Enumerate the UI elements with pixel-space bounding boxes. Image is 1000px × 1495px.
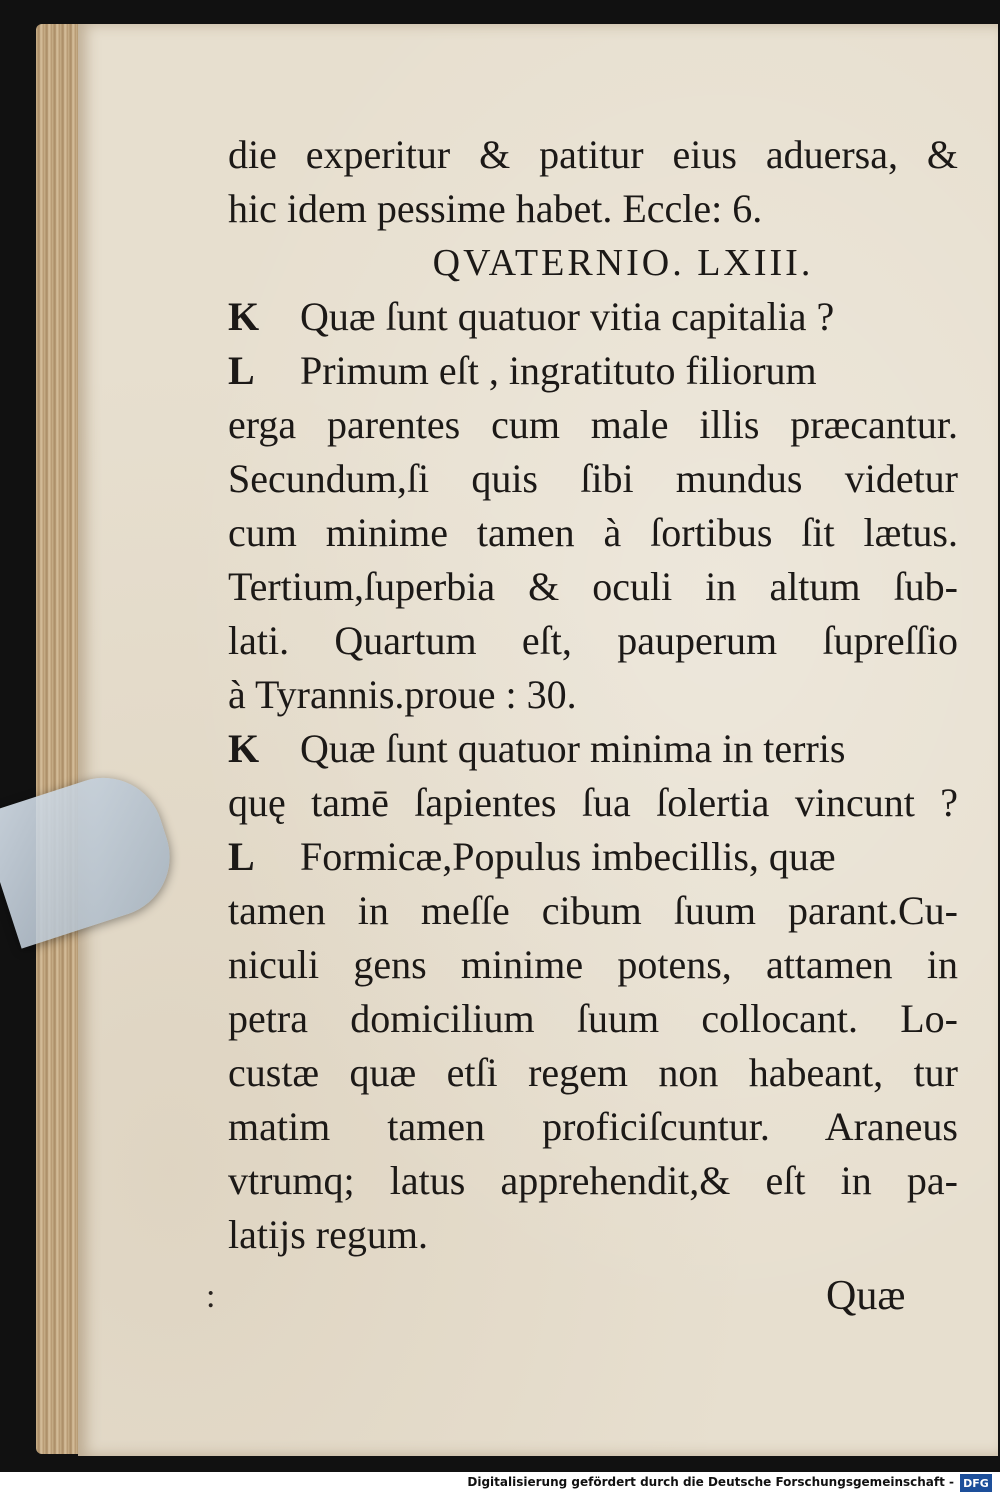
dialogue-line [228, 290, 958, 344]
footer-credit: Digitalisierung gefördert durch die Deutsche Forschungsgemeinschaft - [467, 1475, 954, 1489]
dialogue-line [228, 830, 958, 884]
text-line: petra domicilium ſuum collocant. Lo- [228, 996, 958, 1041]
section-heading: QVATERNIO. LXIII. [432, 242, 814, 284]
text-line: cum minime tamen à ſortibus ſit lætus. [228, 510, 958, 555]
text-line: erga parentes cum male illis præcantur. [228, 402, 958, 447]
dialogue-line [228, 722, 958, 776]
text-line: custæ quæ etſi regem non habeant, tur [228, 1050, 958, 1095]
dialogue-text: Quæ ſunt quatuor minima in terris [300, 726, 846, 771]
dialogue-text: Formicæ,Populus imbecillis, quæ [300, 834, 836, 879]
speaker-mark: K [228, 726, 260, 771]
dialogue-text: Primum eſt , ingratituto filiorum [300, 348, 817, 393]
margin-marks: : [206, 1278, 216, 1315]
dialogue-line [228, 344, 958, 398]
speaker-mark: L [228, 348, 255, 393]
text-line: Secundum,ſi quis ſibi mundus videtur [228, 456, 958, 501]
catchword: Quæ [826, 1273, 906, 1319]
text-line: die experitur & patitur eius aduersa, & [228, 132, 958, 177]
text-line: tamen in meſſe cibum ſuum parant.Cu- [228, 888, 958, 933]
dfg-logo-icon: DFG [960, 1474, 992, 1492]
text-line: hic idem pessime habet. Eccle: 6. [228, 186, 763, 231]
text-line: quę tamē ſapientes ſua ſolertia vincunt ? [228, 780, 958, 825]
text-line: lati. Quartum eſt, pauperum ſupreſſio [228, 618, 958, 663]
text-line: à Tyrannis.proue : 30. [228, 672, 577, 717]
text-line: latijs regum. [228, 1212, 428, 1257]
text-line: matim tamen proficiſcuntur. Araneus [228, 1104, 958, 1149]
speaker-mark: L [228, 834, 255, 879]
text-line: Tertium,ſuperbia & oculi in altum ſub- [228, 564, 958, 609]
speaker-mark: K [228, 294, 260, 339]
footer-bar [0, 1472, 1000, 1495]
page-text [228, 128, 958, 1262]
text-line: niculi gens minime potens, attamen in [228, 942, 958, 987]
dialogue-text: Quæ ſunt quatuor vitia capitalia ? [300, 294, 835, 339]
text-line: vtrumq; latus apprehendit,& eſt in pa- [228, 1158, 958, 1203]
